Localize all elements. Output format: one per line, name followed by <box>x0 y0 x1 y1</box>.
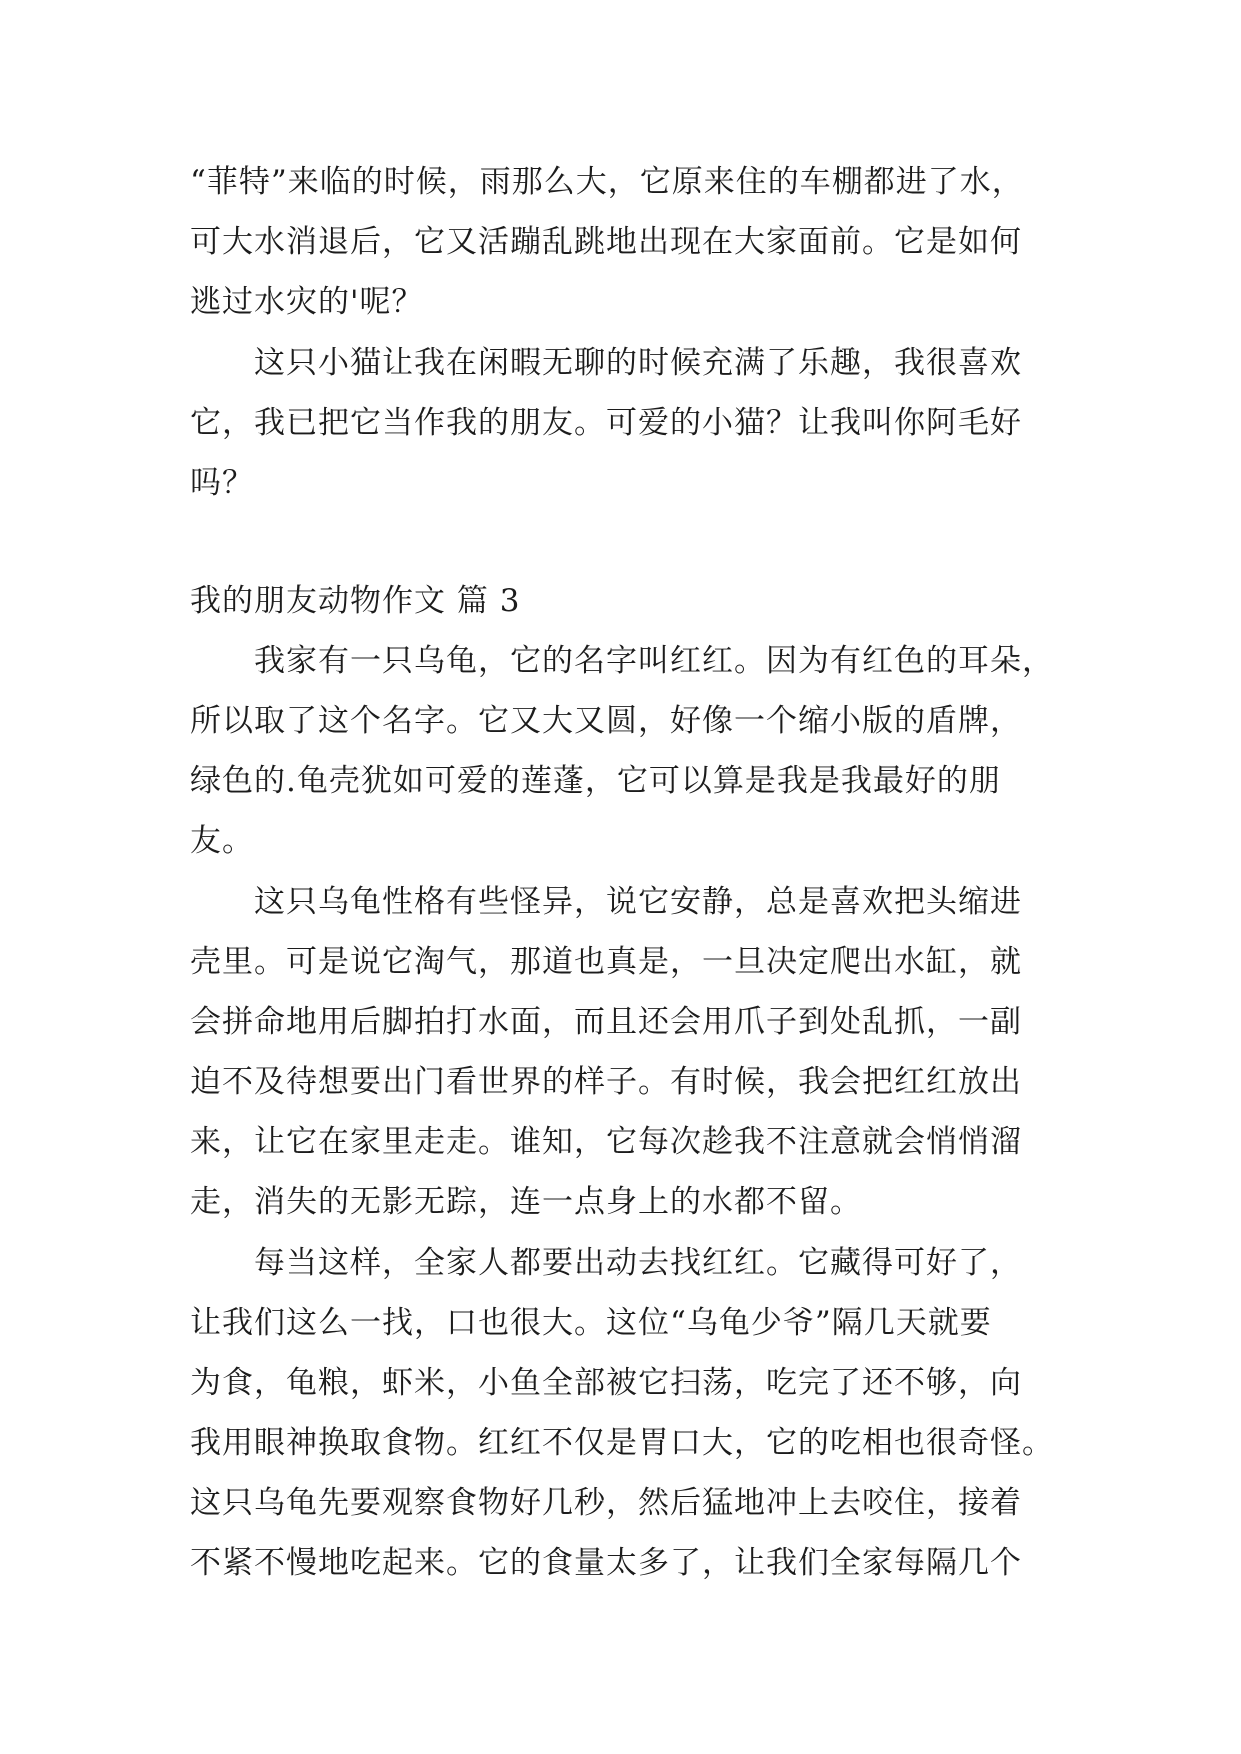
text-line: 来，让它在家里走走。谁知，它每次趁我不注意就会悄悄溜 <box>190 1124 1022 1160</box>
text-line: 绿色的.龟壳犹如可爱的莲蓬，它可以算是我是我最好的朋 <box>190 763 1001 799</box>
text-line: 逃过水灾的'呢？ <box>190 284 424 320</box>
text-line: 壳里。可是说它淘气，那道也真是，一旦决定爬出水缸，就 <box>190 944 1022 980</box>
text-line: 迫不及待想要出门看世界的样子。有时候，我会把红红放出 <box>190 1064 1022 1100</box>
text-line: 这只乌龟性格有些怪异，说它安静，总是喜欢把头缩进 <box>254 884 1022 920</box>
text-line: 为食，龟粮，虾米，小鱼全部被它扫荡，吃完了还不够，向 <box>190 1365 1022 1401</box>
text-line: 让我们这么一找，口也很大。这位“乌龟少爷”隔几天就要 <box>190 1305 992 1341</box>
text-line: 可大水消退后，它又活蹦乱跳地出现在大家面前。它是如何 <box>190 224 1022 260</box>
text-line: 这只小猫让我在闲暇无聊的时候充满了乐趣，我很喜欢 <box>254 345 1022 381</box>
text-line: “菲特”来临的时候，雨那么大，它原来住的车棚都进了水， <box>190 164 1024 200</box>
text-line: 会拼命地用后脚拍打水面，而且还会用爪子到处乱抓，一副 <box>190 1004 1022 1040</box>
text-line: 我用眼神换取食物。红红不仅是胃口大，它的吃相也很奇怪。 <box>190 1425 1054 1461</box>
text-line: 所以取了这个名字。它又大又圆，好像一个缩小版的盾牌， <box>190 703 1022 739</box>
text-line: 走，消失的无影无踪，连一点身上的水都不留。 <box>190 1184 862 1220</box>
section-heading: 我的朋友动物作文 篇 3 <box>190 583 521 619</box>
text-line: 不紧不慢地吃起来。它的食量太多了，让我们全家每隔几个 <box>190 1545 1022 1581</box>
text-line: 它，我已把它当作我的朋友。可爱的小猫？让我叫你阿毛好 <box>190 405 1022 441</box>
text-line: 这只乌龟先要观察食物好几秒，然后猛地冲上去咬住，接着 <box>190 1485 1022 1521</box>
text-line: 每当这样，全家人都要出动去找红红。它藏得可好了， <box>254 1245 1022 1281</box>
text-line: 吗？ <box>190 465 254 501</box>
text-line: 我家有一只乌龟，它的名字叫红红。因为有红色的耳朵， <box>254 643 1054 679</box>
text-line: 友。 <box>190 823 254 859</box>
